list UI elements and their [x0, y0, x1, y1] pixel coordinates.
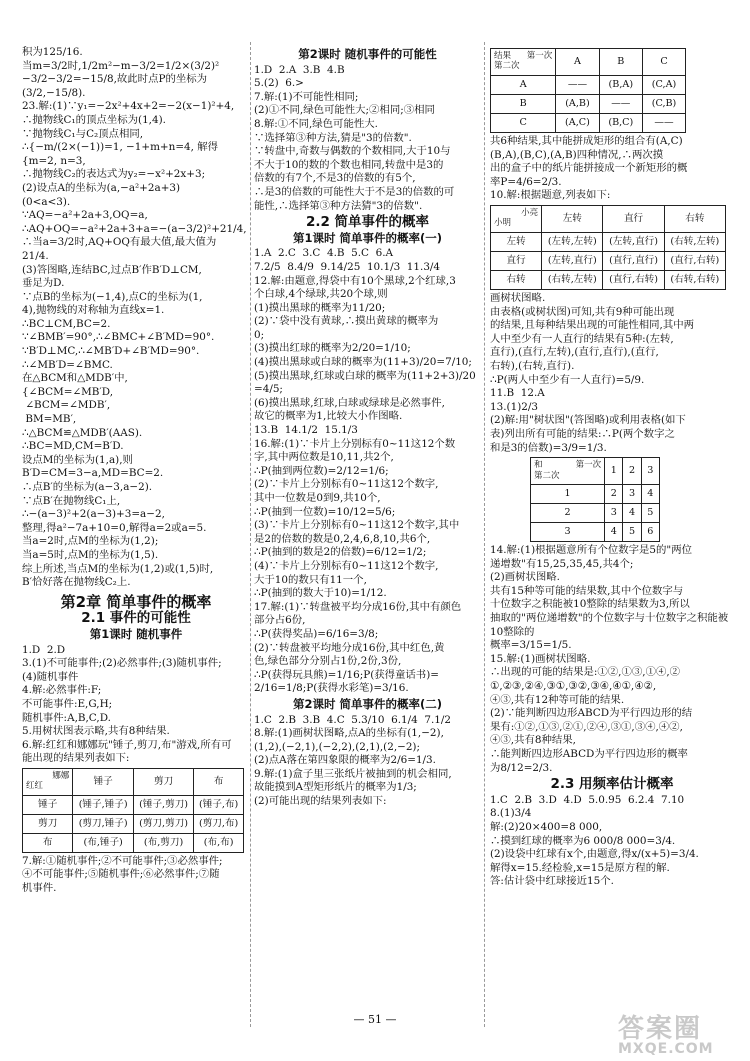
table-cell: (C,A): [643, 76, 686, 95]
answer-line: 故它的概率为1,比较大小作图略.: [254, 410, 403, 423]
table-cell: (锤子,布): [194, 795, 244, 814]
table-row: [23, 833, 244, 852]
answer-line: (3)答图略,连结BC,过点B′作B′D⊥CM,: [22, 263, 202, 276]
answer-line: 当m=3/2时,1/2m²−m−3/2=1/2×(3/2)²: [22, 59, 220, 72]
table-header-cell: 3: [641, 458, 659, 485]
answer-line: 21/4.: [22, 249, 49, 262]
table-cell: 右转: [491, 270, 542, 289]
answer-line: 不大于10的数的个数也相同,转盘中是3的: [254, 158, 444, 171]
answer-line: (0<a<3).: [22, 195, 71, 208]
table-row: [23, 814, 244, 833]
answer-line: 综上所述,当点M的坐标为(1,2)或(1,5)时,: [22, 562, 214, 575]
answer-line: {∠BCM=∠MB′D,: [22, 385, 114, 398]
lesson-title: 第2课时 随机事件的可能性: [298, 47, 437, 61]
answer-line: 7.解:(1)不可能性相同;: [254, 90, 359, 103]
answer-line: ∴−(a−3)²+2(a−3)+3=a−2,: [22, 508, 165, 521]
answer-line: ∴△BCM≌△MDB′(AAS).: [22, 426, 143, 439]
answer-line: (4)摸出黑球或白球的概率为(11+3)/20=7/10;: [254, 356, 472, 369]
table-cell: 3: [605, 504, 623, 523]
answer-line: (2)①不同,绿色可能性大;②相同;③相同: [254, 104, 435, 117]
section-title: 2.2 简单事件的概率: [305, 214, 430, 231]
table-corner-cell: 第一次 第二次 和: [531, 458, 605, 485]
answer-line: 1.C 2.B 3.D 4.D 5.0.95 6.2.4 7.10: [490, 793, 685, 806]
answer-line: 由表格(或树状图)可知,共有9种可能出现: [490, 305, 675, 318]
answer-line: 随机事件:A,B,C,D.: [22, 711, 111, 724]
answer-line: BM=MB′,: [22, 413, 77, 426]
answer-line: 个白球,4个绿球,共20个球,则: [254, 288, 388, 301]
answer-line: B′恰好落在抛物线C₂上.: [22, 576, 131, 589]
answer-line: 不可能事件:E,G,H;: [22, 697, 113, 710]
column-divider: [484, 42, 485, 1027]
table-row: [23, 795, 244, 814]
table-cell: (右转,左转): [542, 270, 603, 289]
answer-line: 共有15种等可能的结果数,其中个位数字与: [490, 584, 684, 597]
answer-line: 15.解:(1)画树状图略.: [490, 652, 591, 665]
section-title: 2.3 用频率估计概率: [550, 776, 674, 793]
table-cell: (右转,左转): [664, 232, 725, 251]
answer-line: ∴BC⊥CM,BC=2.: [22, 317, 111, 330]
answer-line: (1)摸出黑球的概率为11/20;: [254, 301, 386, 314]
table-header-cell: 2: [623, 458, 641, 485]
answer-text-block: [254, 64, 481, 214]
answer-line: (B,A),(B,C),(A,B)四种情况,∴两次摸: [490, 148, 664, 161]
table-header-cell: 左转: [542, 205, 603, 232]
answer-line: ∴抛物线C₂的表达式为y₂=−x²+2x+3;: [22, 168, 206, 181]
table-header-cell: 锤子: [73, 768, 133, 795]
answer-line: ∴P(抽到一位数)=10/12=5/6;: [254, 505, 396, 518]
table-cell: 左转: [491, 232, 542, 251]
answer-line: ∴{−m/(2×(−1))=1, −1+m+n=4, 解得{m=2, n=3,: [22, 141, 219, 167]
answer-line: ∴是3的倍数的可能性大于不是3的倍数的可: [254, 185, 455, 198]
answer-line: (2)解:用"树状图"(答图略)或利用表格(如下: [490, 414, 686, 427]
answer-line: ∴P(获得玩具熊)=1/16;P(获得童话书)=: [254, 668, 439, 681]
table-cell: (布,剪刀): [133, 833, 193, 852]
table-corner-cell: 娜娜 红红: [23, 768, 73, 795]
table-cell: (直行,右转): [603, 270, 664, 289]
table-cell: 2: [531, 504, 605, 523]
table-corner-cell: 小亮 小明: [491, 205, 542, 232]
answer-line: 7.2/5 8.4/9 9.14/25 10.1/3 11.3/4: [254, 260, 441, 273]
answer-line: 2/16=1/8;P(获得水彩笔)=3/16.: [254, 682, 409, 695]
answer-line: (2)∵能判断四边形ABCD为平行四边形的结: [490, 707, 693, 720]
answer-line: 画树状图略.: [490, 291, 546, 304]
answer-line: 7.解:①随机事件;②不可能事件;③必然事件;: [22, 854, 223, 867]
answer-line: 是2的倍数的数是0,2,4,6,8,10,共6个,: [254, 532, 431, 545]
answer-line: 能性,∴选择第③种方法猜"3的倍数".: [254, 199, 423, 212]
table-row: [491, 232, 726, 251]
answer-line: 十位数字之积能被10整除的结果数为3,所以: [490, 598, 690, 611]
table-cell: 6: [641, 523, 659, 542]
table-cell: (剪刀,布): [194, 814, 244, 833]
table-cell: 布: [23, 833, 73, 852]
answer-line: 9.解:(1)盒子里三张纸片被抽到的机会相同,: [254, 767, 452, 780]
answer-line: (6)摸出黑球,红球,白球或绿球是必然事件,: [254, 396, 445, 409]
table-cell: B: [491, 95, 556, 114]
answer-line: ∵AQ=−a²+2a+3,OQ=a,: [22, 209, 148, 222]
answer-line: ∴∠MB′D=∠BMC.: [22, 358, 113, 371]
table-cell: 剪刀: [23, 814, 73, 833]
answer-line: 11.B 12.A: [490, 387, 545, 400]
answer-line: ∵B′D⊥MC,∴∠MB′D+∠B′MD=90°.: [22, 345, 200, 358]
table-cell: (直行,右转): [664, 251, 725, 270]
table-cell: ——: [599, 95, 642, 114]
answer-text-block: [22, 46, 250, 590]
answer-text-block: [490, 794, 734, 889]
answer-line: 果有:①②,①③,②①,②④,③①,③④,④②,: [490, 720, 683, 733]
table-cell: 5: [641, 504, 659, 523]
column-1: [22, 46, 250, 896]
answer-line: 1.D 2.D: [22, 643, 66, 656]
table-cell: (A,C): [556, 114, 599, 133]
answer-line: ④不可能事件;⑤随机事件;⑥必然事件;⑦随: [22, 868, 220, 881]
table-header-cell: 右转: [664, 205, 725, 232]
answer-line: 1.A 2.C 3.C 4.B 5.C 6.A: [254, 247, 394, 260]
answer-line: 8.(1)3/4: [490, 807, 532, 820]
answer-line: (2)点A落在第四象限的概率为2/6=1/3.: [254, 754, 436, 767]
answer-text-block: [490, 135, 734, 203]
table-cell: C: [491, 114, 556, 133]
table-row: [491, 95, 686, 114]
table-cell: (布,布): [194, 833, 244, 852]
answer-line: ∴BC=MD,CM=B′D.: [22, 440, 124, 453]
answer-line: 答:估计袋中红球接近15个.: [490, 875, 614, 888]
table-row: [491, 270, 726, 289]
answer-line: 概率=3/15=1/5.: [490, 639, 572, 652]
answer-line: (5)摸出黑球,红球或白球的概率为(11+2+3)/20: [254, 369, 476, 382]
table-header-cell: 直行: [603, 205, 664, 232]
answer-line: 垂足为D.: [22, 277, 65, 290]
answer-line: ∴P(抽到的数是2的倍数)=6/12=1/2;: [254, 546, 427, 559]
table-cell: ——: [556, 76, 599, 95]
table-header-cell: 1: [605, 458, 623, 485]
table-cell: 4: [641, 485, 659, 504]
table-header-cell: A: [556, 49, 599, 76]
answer-line: 8.解:(1)画树状图略,点A的坐标有(1,−2),: [254, 727, 444, 740]
answer-line: 17.解:(1)∵转盘被平均分成16份,其中有颜色: [254, 600, 462, 613]
answer-line: ∴P(抽到的数大于10)=1/12.: [254, 587, 387, 600]
answer-line: (2)∵袋中没有黄球,∴摸出黄球的概率为: [254, 315, 439, 328]
answer-text-block: [490, 292, 734, 455]
answer-line: 4),抛物线的对称轴为直线x=1.: [22, 304, 165, 317]
table-cell: (B,C): [599, 114, 642, 133]
answer-line: 率P=4/6=2/3.: [490, 175, 562, 188]
table-cell: (直行,直行): [603, 251, 664, 270]
table-cell: (A,B): [556, 95, 599, 114]
answer-line: 8.解:①不同,绿色可能性大.: [254, 117, 378, 130]
table-corner-cell: 第一次 第二次 结果: [491, 49, 556, 76]
answer-line: (2)设袋中红球有x个,由题意,得x/(x+5)=3/4.: [490, 848, 699, 861]
table-cell: (锤子,剪刀): [133, 795, 193, 814]
answer-text-block: [254, 714, 481, 809]
section-title: 2.1 事件的可能性: [81, 610, 191, 627]
answer-line: (4)随机事件: [22, 670, 79, 683]
answer-text-block: [22, 644, 250, 766]
answer-line: 出的盒子中的纸片能拼接成一个新矩形的概: [490, 162, 688, 175]
answer-line: 解:(2)20×400=8 000,: [490, 820, 603, 833]
answer-line: 部分占6份,: [254, 614, 306, 627]
watermark-logo: 答案圈 MXQE.COM: [618, 1014, 714, 1057]
answer-line: 23.解:(1)∵y₁=−2x²+4x+2=−2(x−1)²+4,: [22, 100, 235, 113]
answer-line: ∴当a=3/2时,AQ+OQ有最大值,最大值为: [22, 236, 217, 249]
answer-line: ∵转盘中,奇数与偶数的个数相同,大于10与: [254, 145, 451, 158]
table-cell: (左转,左转): [542, 232, 603, 251]
column-3: [490, 46, 734, 889]
answer-line: 当a=2时,点M的坐标为(1,2);: [22, 535, 159, 548]
table-cell: 4: [605, 523, 623, 542]
result-table: [490, 205, 726, 290]
answer-line: ∴P(抽到两位数)=2/12=1/6;: [254, 464, 389, 477]
answer-line: ∴摸到红球的概率为6 000/8 000=3/4.: [490, 834, 676, 847]
answer-line: 字,其中两位数是10,11,共2个,: [254, 451, 394, 464]
table-cell: (剪刀,剪刀): [133, 814, 193, 833]
table-cell: 1: [531, 485, 605, 504]
answer-line: 故能摸到A型矩形纸片的概率为1/3;: [254, 781, 417, 794]
answer-line: 机事件.: [22, 882, 57, 895]
answer-text-block: [490, 544, 734, 775]
answer-line: 人中至少有一人直行的结果有5种:(左转,: [490, 332, 674, 345]
answer-line: 12.解:由题意,得袋中有10个黑球,2个红球,3: [254, 274, 456, 287]
answer-line: (2)设点A的坐标为(a,−a²+2a+3): [22, 181, 181, 194]
answer-line: 积为125/16.: [22, 46, 83, 58]
result-table: [490, 48, 686, 133]
answer-line: ④③,共有12种等可能的结果.: [490, 693, 625, 706]
table-cell: (左转,直行): [542, 251, 603, 270]
table-header-cell: C: [643, 49, 686, 76]
answer-line: 为8/12=2/3.: [490, 761, 553, 774]
answer-line: 0;: [254, 328, 265, 341]
table-header-cell: 剪刀: [133, 768, 193, 795]
answer-line: (3)∵卡片上分别标有0~11这12个数字,其中: [254, 519, 460, 532]
table-cell: (左转,直行): [603, 232, 664, 251]
table-cell: (布,锤子): [73, 833, 133, 852]
answer-line: ①,②③,②④,③①,③②,③④,④①,④②,: [490, 680, 657, 693]
table-cell: ——: [643, 114, 686, 133]
answer-line: 16.解:(1)∵卡片上分别标有0~11这12个数: [254, 437, 456, 450]
answer-line: 倍数的有7个,不是3的倍数的有5个,: [254, 172, 416, 185]
answer-line: 10.解:根据题意,列表如下:: [490, 189, 611, 202]
answer-line: (2)可能出现的结果列表如下:: [254, 795, 387, 808]
table-cell: (右转,右转): [664, 270, 725, 289]
answer-line: 13.(1)2/3: [490, 400, 538, 413]
table-row: [491, 76, 686, 95]
lesson-title: 第1课时 随机事件: [89, 626, 183, 641]
result-table: [22, 768, 244, 853]
answer-line: 在△BCM和△MDB′中,: [22, 372, 128, 385]
answer-line: 的结果,且每种结果出现的可能性相同,其中两: [490, 319, 695, 332]
answer-line: −3/2−3/2=−15/8,故此时点P的坐标为: [22, 73, 208, 86]
chapter-title: 第2章 简单事件的概率: [60, 592, 212, 611]
answer-line: 和是3的倍数)=3/9=1/3.: [490, 441, 607, 454]
table-row: [531, 504, 660, 523]
answer-line: 解得x=15.经检验,x=15是原方程的解.: [490, 861, 670, 874]
table-cell: (B,A): [599, 76, 642, 95]
answer-text-block: [22, 855, 250, 896]
answer-line: 5.(2) 6.>: [254, 77, 304, 90]
answer-line: ∵抛物线C₁与C₂顶点相同,: [22, 127, 144, 140]
answer-line: ∵点B的坐标为(−1,4),点C的坐标为(1,: [22, 290, 203, 303]
answer-line: 表)列出所有可能的结果:∴P(两个数字之: [490, 427, 675, 440]
answer-line: ∵选择第③种方法,猜是"3的倍数".: [254, 131, 412, 144]
answer-line: 14.解:(1)根据题意所有个位数字是5的"两位: [490, 544, 692, 557]
table-cell: 直行: [491, 251, 542, 270]
answer-line: ④③,共有8种结果,: [490, 734, 576, 747]
table-cell: 4: [623, 504, 641, 523]
table-cell: 5: [623, 523, 641, 542]
answer-line: (2)∵卡片上分别标有0~11这12个数字,: [254, 478, 439, 491]
answer-line: 直行),(直行,左转),(直行,直行),(直行,: [490, 346, 659, 359]
table-cell: 锤子: [23, 795, 73, 814]
table-cell: 2: [605, 485, 623, 504]
answer-line: ∵∠BMB′=90°,∴∠BMC+∠B′MD=90°.: [22, 331, 215, 344]
answer-line: 6.解:红红和娜娜玩"锤子,剪刀,布"游戏,所有可: [22, 738, 232, 751]
answer-line: 设点M的坐标为(1,a),则B′D=CM=3−a,MD=BC=2.: [22, 453, 164, 480]
answer-line: 13.B 14.1/2 15.1/3: [254, 424, 358, 437]
answer-line: 5.用树状图表示略,共有8种结果.: [22, 725, 170, 738]
page-number: — 51 —: [353, 1013, 397, 1026]
table-header-cell: B: [599, 49, 642, 76]
column-2: [254, 46, 481, 809]
table-header-cell: 布: [194, 768, 244, 795]
answer-line: 4.解:必然事件:F;: [22, 684, 102, 697]
table-cell: 3: [623, 485, 641, 504]
table-row: [531, 485, 660, 504]
answer-line: 其中一位数是0到9,共10个,: [254, 492, 381, 504]
answer-text-block: [254, 247, 481, 696]
answer-line: ∴抛物线C₁的顶点坐标为(1,4).: [22, 113, 166, 126]
answer-line: 大于10的数只有11一个,: [254, 573, 367, 586]
answer-line: ∴P(两人中至少有一人直行)=5/9.: [490, 373, 645, 386]
answer-line: ∵点B′在抛物线C₁上,: [22, 494, 121, 507]
answer-line: 色,绿色部分分别占1份,2份,3份,: [254, 655, 402, 668]
answer-line: 递增数"有15,25,35,45,共4个;: [490, 557, 634, 570]
answer-line: 1.D 2.A 3.B 4.B: [254, 63, 345, 76]
answer-line: 抽取的"两位递增数"的个位数字与十位数字之积能被10整除的: [490, 612, 729, 638]
lesson-title: 第2课时 简单事件的概率(二): [292, 696, 443, 711]
table-cell: 3: [531, 523, 605, 542]
answer-line: (3)摸出红球的概率为2/20=1/10;: [254, 342, 411, 355]
answer-line: 右转),(右转,直行).: [490, 359, 575, 372]
answer-line: (1,2),(−2,1),(−2,2),(2,1),(2,−2);: [254, 740, 420, 753]
answer-line: ∴点B′的坐标为(a−3,a−2).: [22, 481, 153, 493]
table-cell: (C,B): [643, 95, 686, 114]
answer-line: ∴能判断四边形ABCD为平行四边形的概率: [490, 748, 688, 760]
answer-line: 3.(1)不可能事件;(2)必然事件;(3)随机事件;: [22, 657, 222, 670]
table-row: [491, 114, 686, 133]
answer-line: 能出现的结果列表如下:: [22, 752, 130, 765]
table-cell: (锤子,锤子): [73, 795, 133, 814]
answer-line: (4)∵卡片上分别标有0~11这12个数字,: [254, 559, 439, 572]
answer-line: (3/2,−15/8).: [22, 86, 86, 99]
table-cell: A: [491, 76, 556, 95]
answer-line: 共6种结果,其中能拼成矩形的组合有(A,C): [490, 135, 683, 147]
answer-line: ∴出现的可能的结果是:①②,①③,①④,②: [490, 666, 681, 679]
answer-line: 当a=5时,点M的坐标为(1,5).: [22, 548, 159, 561]
answer-line: 1.C 2.B 3.B 4.C 5.3/10 6.1/4 7.1/2: [254, 713, 451, 726]
answer-line: 整理,得a²−7a+10=0,解得a=2或a=5.: [22, 521, 207, 534]
answer-line: ∴AQ+OQ=−a²+2a+3+a=−(a−3/2)²+21/4,: [22, 222, 247, 235]
answer-line: (2)∵转盘被平均地分成16份,其中红色,黄: [254, 641, 445, 654]
table-row: [491, 251, 726, 270]
table-row: [531, 523, 660, 542]
answer-line: ∴P(获得奖品)=6/16=3/8;: [254, 627, 379, 640]
answer-line: =4/5;: [254, 383, 283, 396]
table-cell: (剪刀,锤子): [73, 814, 133, 833]
answer-line: ∠BCM=∠MDB′,: [22, 399, 111, 412]
column-divider: [250, 42, 251, 1027]
answer-line: (2)画树状图略.: [490, 571, 560, 584]
lesson-title: 第1课时 简单事件的概率(一): [292, 230, 443, 245]
sum-table: [530, 457, 660, 542]
